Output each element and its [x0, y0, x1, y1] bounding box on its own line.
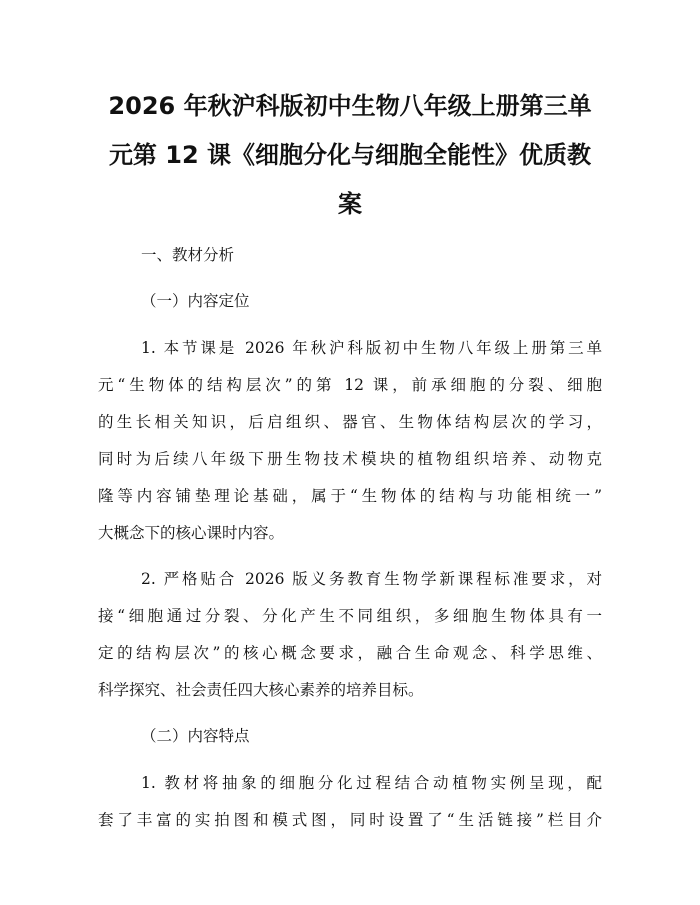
- subsection-heading: （一）内容定位: [141, 292, 250, 310]
- title-line: 案: [338, 190, 362, 218]
- paragraph-line: 隆等内容铺垫理论基础，属于“生物体的结构与功能相统一”: [98, 487, 602, 505]
- paragraph-line: 接“细胞通过分裂、分化产生不同组织，多细胞生物体具有一: [98, 607, 602, 625]
- title-line: 元第 12 课《细胞分化与细胞全能性》优质教: [108, 141, 592, 169]
- section-heading: 一、教材分析: [141, 246, 235, 264]
- paragraph-line: 1. 教材将抽象的细胞分化过程结合动植物实例呈现，配: [141, 774, 602, 792]
- paragraph-line: 的生长相关知识，后启组织、器官、生物体结构层次的学习，: [98, 413, 602, 431]
- paragraph-line: 元“生物体的结构层次”的第 12 课，前承细胞的分裂、细胞: [98, 376, 602, 394]
- subsection-heading: （二）内容特点: [141, 727, 250, 745]
- paragraph-line: 2. 严格贴合 2026 版义务教育生物学新课程标准要求，对: [141, 570, 602, 588]
- paragraph-line: 1. 本节课是 2026 年秋沪科版初中生物八年级上册第三单: [141, 339, 602, 357]
- document-title: [98, 82, 602, 229]
- paragraph-line: 套了丰富的实拍图和模式图，同时设置了“生活链接”栏目介: [98, 811, 602, 829]
- title-line: 2026 年秋沪科版初中生物八年级上册第三单: [108, 92, 592, 120]
- paragraph-line: 大概念下的核心课时内容。: [98, 524, 285, 542]
- paragraph-line: 同时为后续八年级下册生物技术模块的植物组织培养、动物克: [98, 450, 602, 468]
- paragraph-line: 定的结构层次”的核心概念要求，融合生命观念、科学思维、: [98, 644, 602, 662]
- paragraph-line: 科学探究、社会责任四大核心素养的培养目标。: [98, 681, 424, 699]
